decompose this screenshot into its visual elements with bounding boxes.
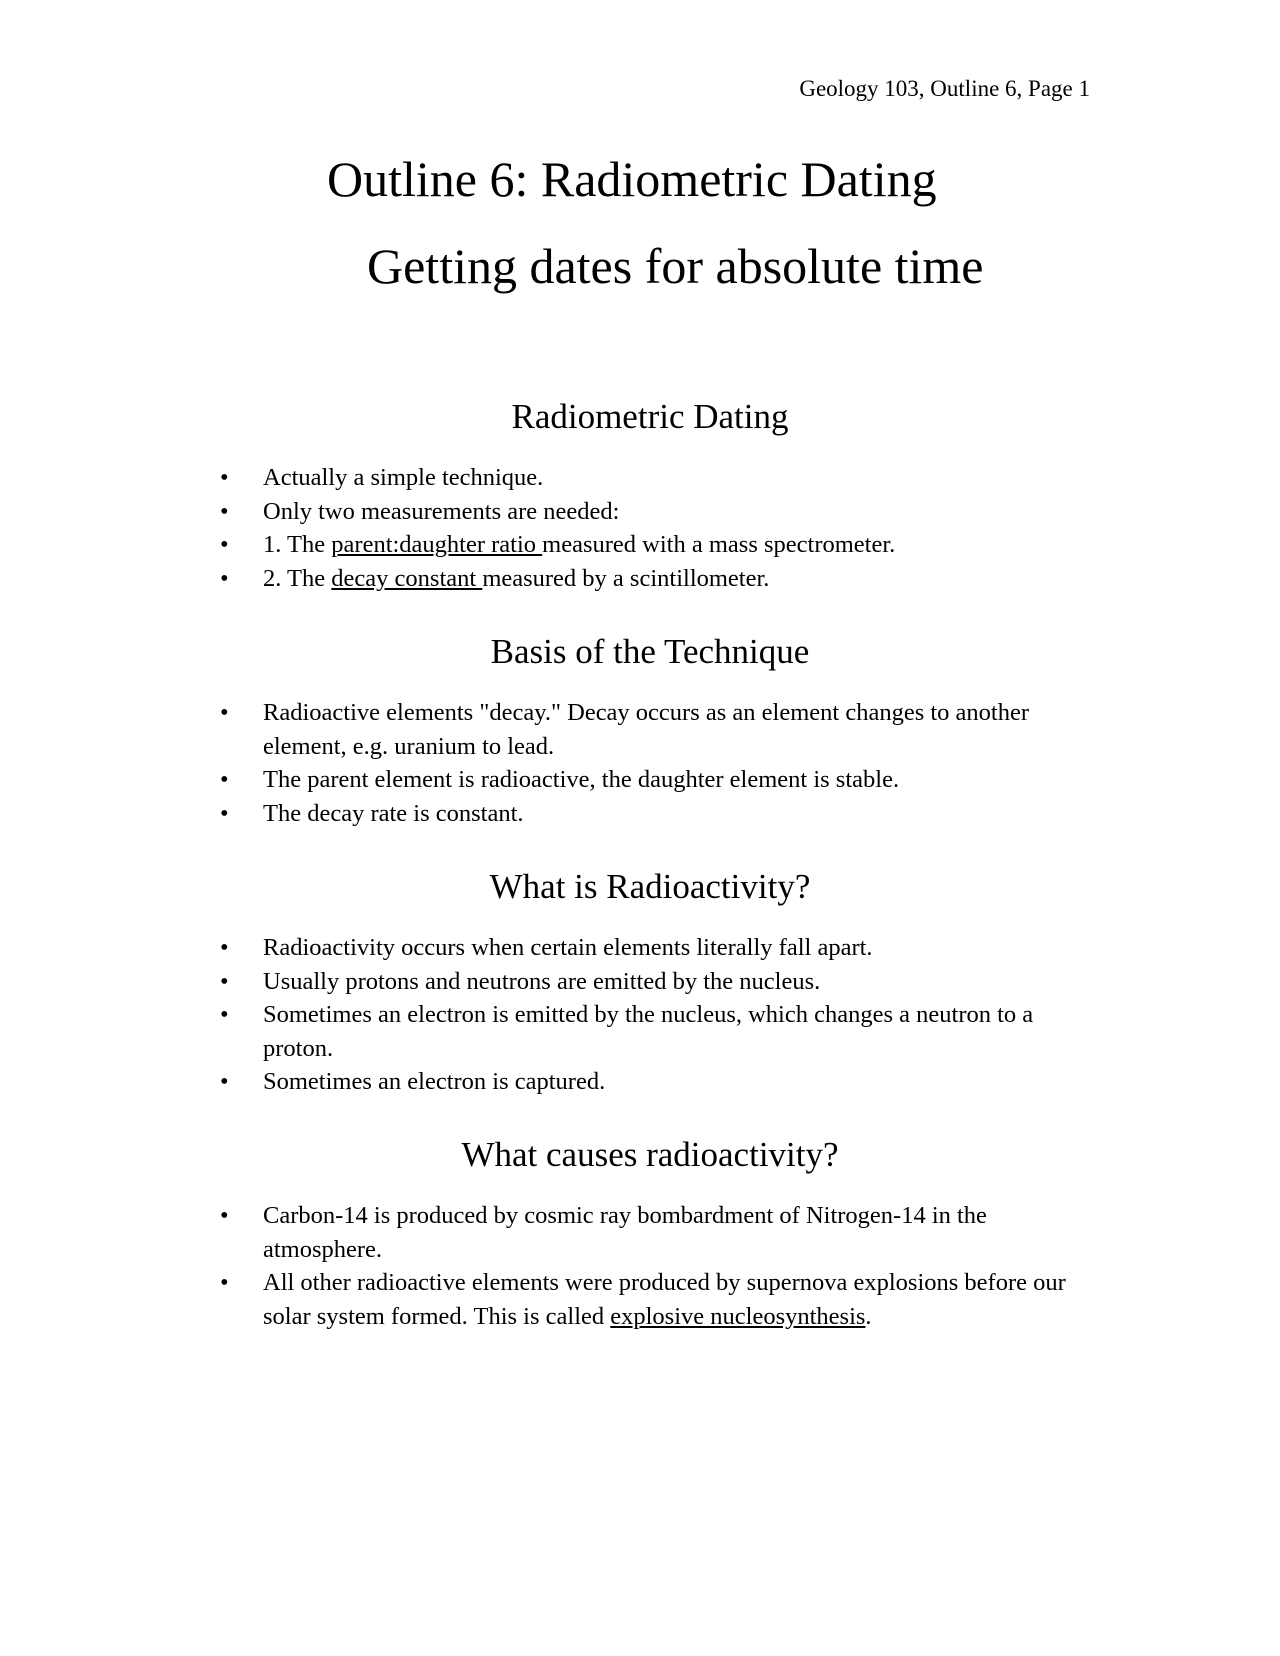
section-what-is-radioactivity [220, 865, 1080, 1099]
item-text: Sometimes an electron is captured. [263, 1068, 606, 1095]
list-item [220, 1199, 1080, 1266]
bullet-icon: • [220, 464, 229, 491]
bullet-icon: • [220, 1202, 229, 1229]
list-item [220, 461, 1080, 495]
page-title: Outline 6: Radiometric Dating [327, 151, 937, 207]
item-text: Usually protons and neutrons are emitted by the nucleus. [263, 967, 821, 995]
page-subtitle: Getting dates for absolute time [367, 238, 984, 294]
bullet-icon: • [220, 766, 229, 793]
bullet-icon: • [220, 699, 229, 726]
list-item [220, 797, 1080, 831]
list-item [220, 998, 1080, 1065]
bullet-icon: • [220, 497, 229, 525]
underlined-term: parent:daughter ratio [331, 531, 543, 558]
underlined-term: decay constant [331, 564, 483, 592]
list-item [220, 965, 1080, 999]
item-text: The decay rate is constant. [263, 799, 524, 827]
running-header: Geology 103, Outline 6, Page 1 [799, 76, 1090, 101]
item-text: Actually a simple technique. [263, 464, 544, 491]
list-item [220, 528, 1080, 562]
item-text: Radioactive elements "decay." Decay occurs as an element changes to another element, e.g. uranium to lead. [263, 699, 1030, 760]
bullet-icon: • [220, 564, 229, 592]
section-heading: What causes radioactivity? [461, 1135, 839, 1174]
section-heading: Basis of the Technique [490, 632, 810, 671]
item-text: Radioactivity occurs when certain elements literally fall apart. [263, 934, 873, 961]
list-item [220, 931, 1080, 965]
underlined-term: explosive nucleosynthesis [610, 1302, 866, 1330]
section-what-causes-radioactivity [220, 1133, 1080, 1333]
bullet-icon: • [220, 967, 229, 995]
item-text-prefix: 2. The [263, 564, 332, 592]
bullet-icon: • [220, 934, 229, 961]
bullet-list [220, 696, 1080, 830]
section-heading: What is Radioactivity? [489, 867, 811, 906]
bullet-icon: • [220, 1001, 229, 1028]
list-item [220, 696, 1080, 763]
item-text: Sometimes an electron is emitted by the nucleus, which changes a neutron to a proton. [263, 1001, 1034, 1062]
bullet-list [220, 461, 1080, 595]
item-text: Carbon-14 is produced by cosmic ray bombardment of Nitrogen-14 in the atmosphere. [263, 1202, 987, 1263]
item-text-suffix: measured with a mass spectrometer. [542, 531, 896, 558]
list-item [220, 763, 1080, 797]
section-basis-of-technique [220, 630, 1080, 830]
bullet-icon: • [220, 1068, 229, 1095]
list-item [220, 1266, 1080, 1333]
list-item [220, 495, 1080, 529]
item-text-prefix: 1. The [263, 531, 332, 558]
section-radiometric-dating [220, 395, 1080, 595]
bullet-icon: • [220, 799, 229, 827]
list-item [220, 562, 1080, 596]
item-text: Only two measurements are needed: [263, 497, 620, 525]
bullet-list [220, 931, 1080, 1099]
section-heading: Radiometric Dating [511, 397, 789, 436]
bullet-icon: • [220, 531, 229, 558]
item-text-suffix: measured by a scintillometer. [482, 564, 770, 592]
item-text: The parent element is radioactive, the daughter element is stable. [263, 766, 900, 793]
item-text-prefix: All other radioactive elements were produced by supernova explosions before our solar system formed. This is called [263, 1269, 1066, 1330]
bullet-list [220, 1199, 1080, 1333]
list-item [220, 1065, 1080, 1099]
item-text-suffix: . [865, 1302, 872, 1330]
bullet-icon: • [220, 1269, 229, 1296]
